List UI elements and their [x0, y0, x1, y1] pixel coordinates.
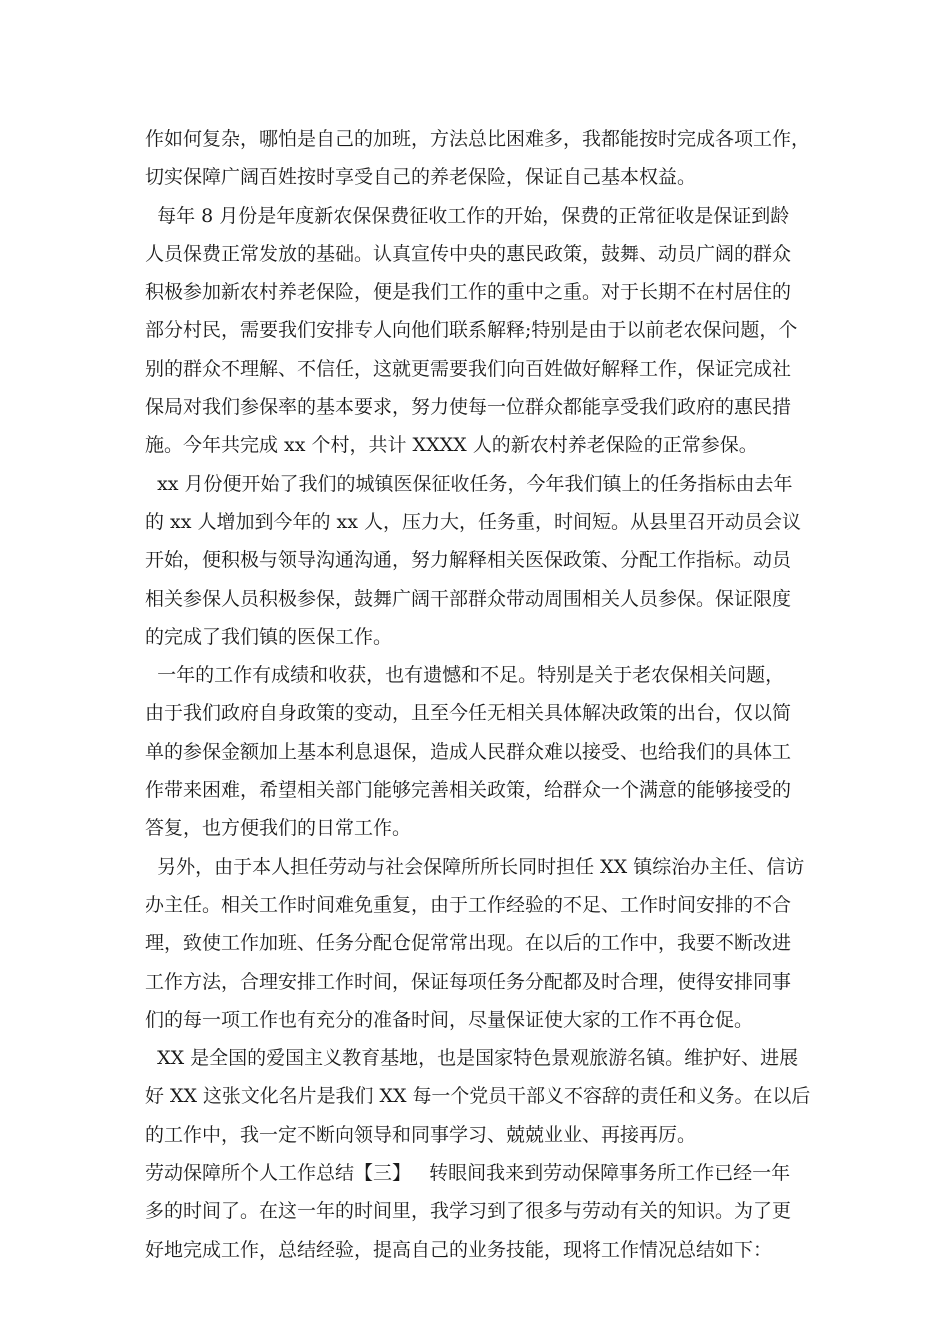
- text-line: 部分村民，需要我们安排专人向他们联系解释;特别是由于以前老农保问题，个: [145, 319, 798, 342]
- text-line: 积极参加新农村养老保险，便是我们工作的重中之重。对于长期不在村居住的: [145, 281, 792, 304]
- text-line: 切实保障广阔百姓按时享受自己的养老保险，保证自己基本权益。: [145, 166, 697, 189]
- text-line: 好 XX 这张文化名片是我们 XX 每一个党员干部义不容辞的责任和义务。在以后: [145, 1085, 811, 1108]
- text-line: 好地完成工作，总结经验，提高自己的业务技能，现将工作情况总结如下：: [145, 1238, 773, 1261]
- text-line: 相关参保人员积极参保，鼓舞广阔干部群众带动周围相关人员参保。保证限度: [145, 587, 792, 610]
- text-line: 施。今年共完成 xx 个村，共计 XXXX 人的新农村养老保险的正常参保。: [145, 434, 758, 457]
- text-line: xx 月份便开始了我们的城镇医保征收任务，今年我们镇上的任务指标由去年: [145, 472, 793, 495]
- text-line: 作带来困难，希望相关部门能够完善相关政策，给群众一个满意的能够接受的: [145, 779, 792, 802]
- text-line: 的 xx 人增加到今年的 xx 人，压力大，任务重，时间短。从县里召开动员会议: [145, 510, 802, 533]
- text-line: 单的参保金额加上基本利息退保，造成人民群众难以接受、也给我们的具体工: [145, 740, 792, 763]
- text-line: XX 是全国的爱国主义教育基地，也是国家特色景观旅游名镇。维护好、进展: [145, 1047, 799, 1070]
- text-line: 办主任。相关工作时间难免重复，由于工作经验的不足、工作时间安排的不合: [145, 893, 792, 916]
- text-line: 们的每一项工作也有充分的准备时间，尽量保证使大家的工作不再仓促。: [145, 1008, 754, 1031]
- text-line: 另外，由于本人担任劳动与社会保障所所长同时担任 XX 镇综治办主任、信访: [145, 855, 805, 878]
- text-line: 保局对我们参保率的基本要求，努力使每一位群众都能享受我们政府的惠民措: [145, 396, 792, 419]
- text-line: 的工作中，我一定不断向领导和同事学习、兢兢业业、再接再厉。: [145, 1123, 697, 1146]
- text-line: 开始，便积极与领导沟通沟通，努力解释相关医保政策、分配工作指标。动员: [145, 549, 792, 572]
- text-line: 由于我们政府自身政策的变动，且至今任无相关具体解决政策的出台，仅以简: [145, 702, 792, 725]
- text-line: 劳动保障所个人工作总结【三】 转眼间我来到劳动保障事务所工作已经一年: [145, 1162, 791, 1185]
- text-line: 人员保费正常发放的基础。认真宣传中央的惠民政策，鼓舞、动员广阔的群众: [145, 242, 792, 265]
- text-line: 别的群众不理解、不信任，这就更需要我们向百姓做好解释工作，保证完成社: [145, 357, 792, 380]
- document-body: [145, 120, 810, 1269]
- text-line: 多的时间了。在这一年的时间里，我学习到了很多与劳动有关的知识。为了更: [145, 1200, 792, 1223]
- text-line: 的完成了我们镇的医保工作。: [145, 625, 393, 648]
- text-line: 理，致使工作加班、任务分配仓促常常出现。在以后的工作中，我要不断改进: [145, 932, 792, 955]
- text-line: 一年的工作有成绩和收获，也有遗憾和不足。特别是关于老农保相关问题，: [145, 664, 785, 687]
- text-line: 工作方法，合理安排工作时间，保证每项任务分配都及时合理，使得安排同事: [145, 970, 792, 993]
- text-line: 每年 8 月份是年度新农保保费征收工作的开始，保费的正常征收是保证到龄: [145, 204, 790, 227]
- text-line: 作如何复杂，哪怕是自己的加班，方法总比困难多，我都能按时完成各项工作，: [145, 128, 811, 150]
- text-line: 答复，也方便我们的日常工作。: [145, 817, 412, 840]
